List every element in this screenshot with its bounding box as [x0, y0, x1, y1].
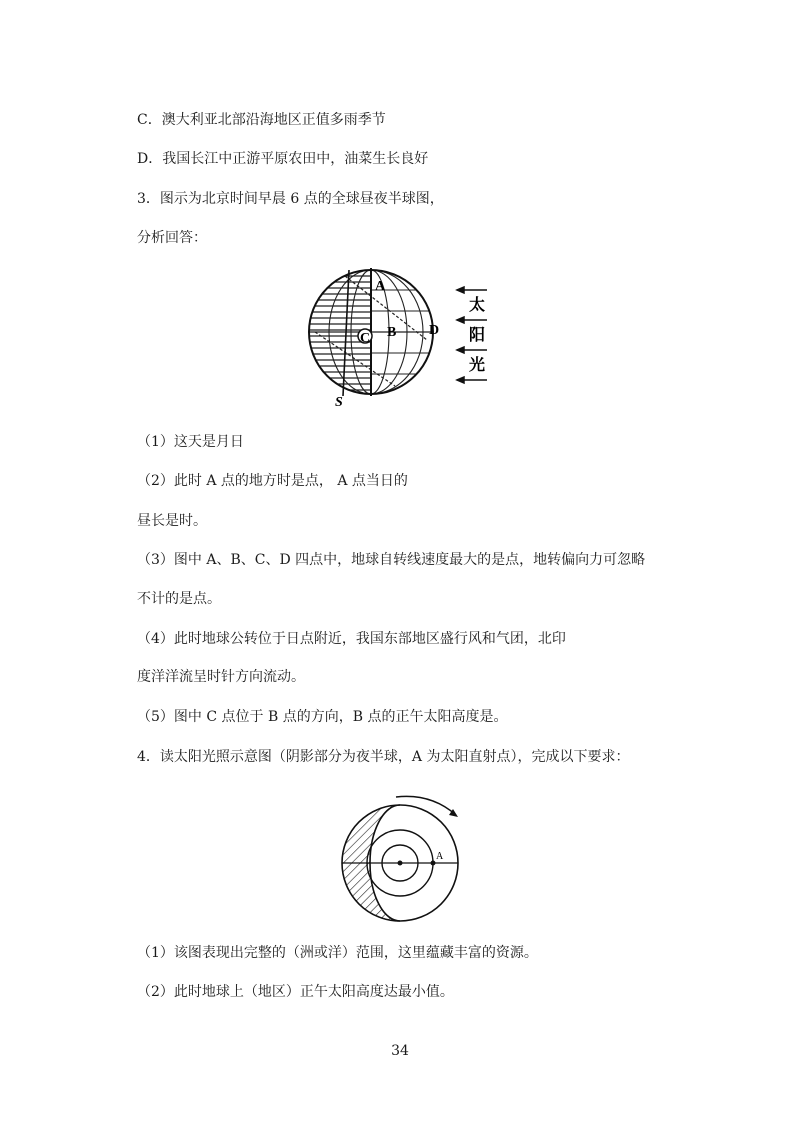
label-a: A	[375, 279, 386, 294]
option-c-text: C．澳大利亚北部沿海地区正值多雨季节	[137, 112, 386, 128]
question-3-part-2-cont: 昼长是时。	[137, 513, 207, 529]
sunlight-char-1: 太	[469, 295, 486, 314]
sunlight-char-3: 光	[469, 355, 486, 374]
question-4-title: 4．读太阳光照示意图（阴影部分为夜半球，A 为太阳直射点），完成以下要求：	[137, 749, 630, 765]
label-a: A	[436, 851, 444, 862]
question-3-part-4-cont: 度洋洋流呈时针方向流动。	[137, 669, 305, 685]
question-3-part-3: （3）图中 A、B、C、D 四点中，地球自转线速度最大的是点，地转偏向力可忽略	[137, 552, 646, 568]
label-d: D	[429, 323, 440, 338]
point-a-marker	[431, 861, 436, 866]
label-s: S	[335, 395, 343, 410]
question-3-part-3-cont: 不计的是点。	[137, 591, 221, 607]
option-d-text: D．我国长江中正游平原农田中，油菜生长良好	[137, 151, 429, 167]
label-c: C	[360, 331, 371, 346]
question-3-part-1: （1）这天是月日	[137, 434, 244, 450]
question-3-part-5: （5）图中 C 点位于 B 点的方向，B 点的正午太阳高度是。	[137, 709, 508, 725]
polar-illumination-diagram	[336, 785, 466, 925]
label-b: B	[387, 325, 397, 340]
question-4-part-2: （2）此时地球上（地区）正午太阳高度达最小值。	[137, 984, 454, 1000]
north-pole-dot	[398, 861, 403, 866]
question-4-part-1: （1）该图表现出完整的（洲或洋）范围，这里蕴藏丰富的资源。	[137, 945, 538, 961]
question-3-part-2: （2）此时 A 点的地方时是点， A 点当日的	[137, 473, 408, 489]
question-3-title: 3．图示为北京时间早晨 6 点的全球昼夜半球图，	[137, 191, 444, 207]
question-3-part-4: （4）此时地球公转位于日点附近，我国东部地区盛行风和气团，北印	[137, 631, 566, 647]
page-number: 34	[391, 1043, 409, 1059]
day-night-hemisphere-diagram	[305, 268, 505, 413]
question-3-prompt: 分析回答：	[137, 230, 207, 246]
sunlight-char-2: 阳	[469, 325, 486, 344]
